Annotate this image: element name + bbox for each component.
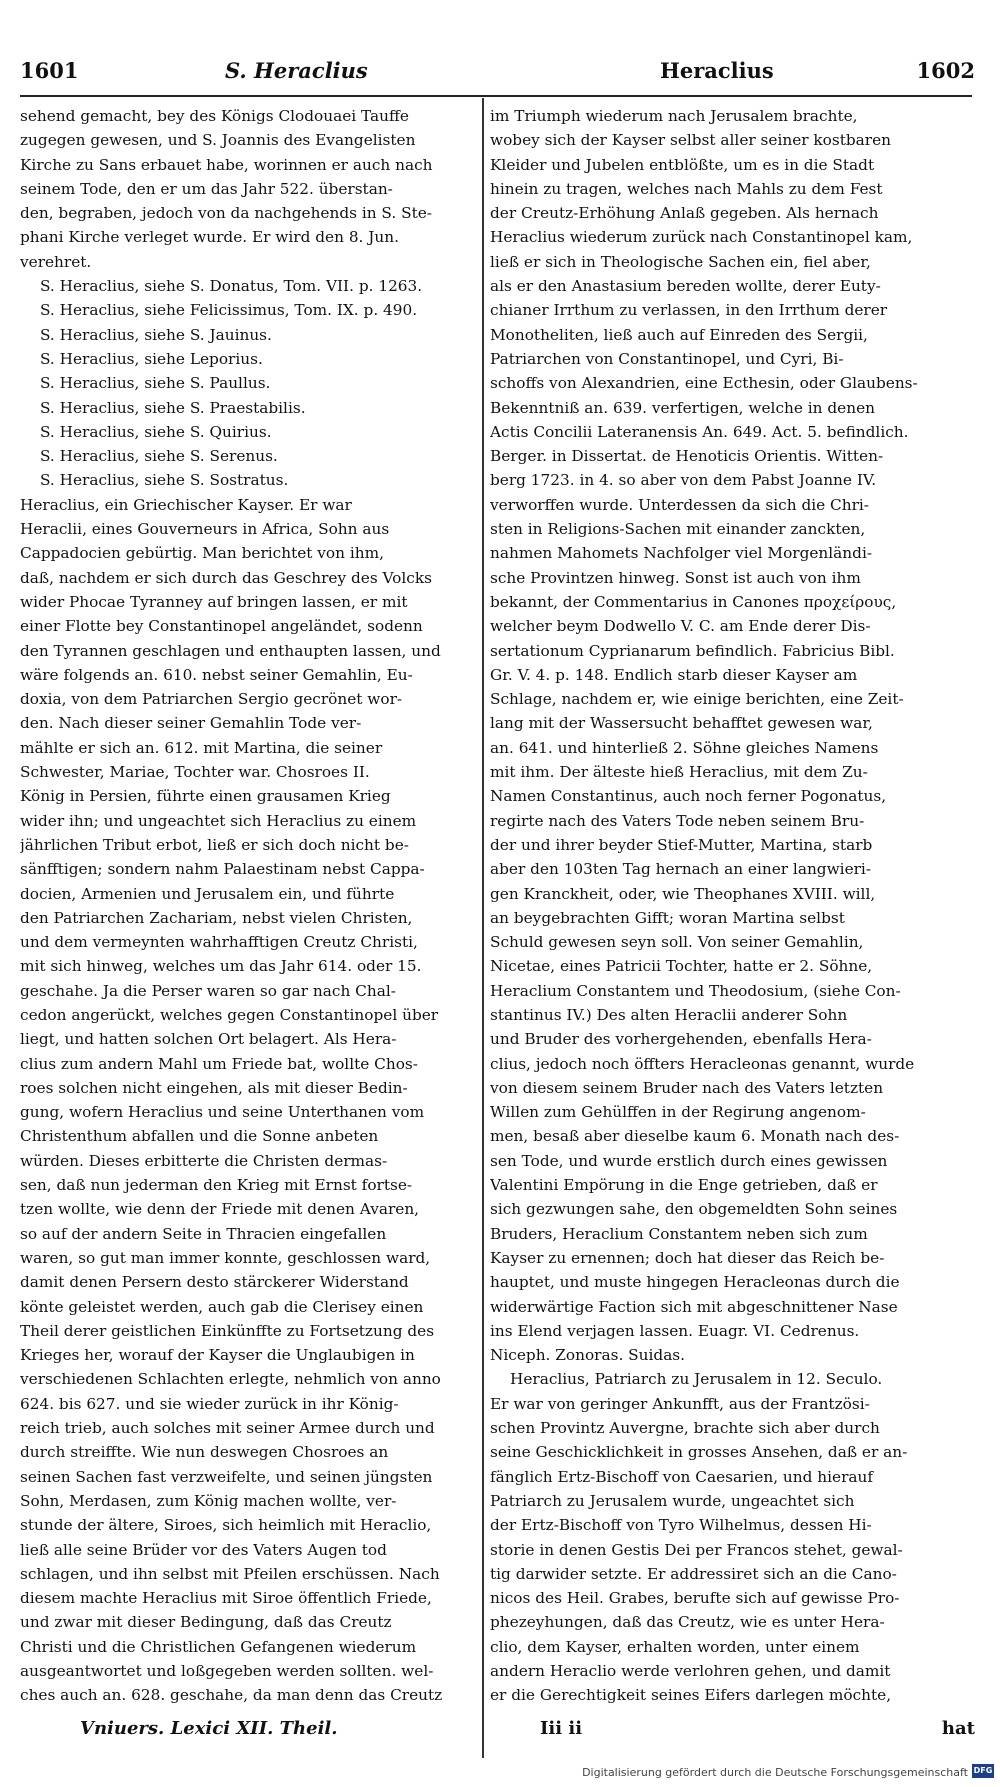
text-line: tig darwider setzte. Er addressiret sich an die Cano- [490,1564,897,1583]
text-line: wobey sich der Kayser selbst aller seiner kostbaren [490,131,892,150]
text-line: men, besaß aber dieselbe kaum 6. Monath nach des- [490,1127,900,1146]
text-line: wider ihn; und ungeachtet sich Heraclius zu einem [20,811,417,830]
text-line: gen Kranckheit, oder, wie Theophanes XVIII. will, [490,884,876,903]
left-column [20,104,475,1708]
text-line: durch streiffte. Wie nun deswegen Chosroes an [20,1443,389,1462]
text-line: storie in denen Gestis Dei per Francos stehet, gewal- [490,1540,903,1559]
text-line: andern Heraclio werde verlohren gehen, und damit [490,1662,891,1680]
text-line: Patriarch zu Jerusalem wurde, ungeachtet sich [490,1491,855,1510]
text-line: berg 1723. in 4. so aber von dem Pabst Joanne IV. [490,471,877,490]
text-line: S. Heraclius, siehe S. Paullus. [40,374,271,393]
text-line: Heraclii, eines Gouverneurs in Africa, Sohn aus [20,520,390,539]
text-line: Theil derer geistlichen Einkünffte zu Fortsetzung des [20,1321,435,1340]
text-line: den Tyrannen geschlagen und enthaupten lassen, und [20,641,441,660]
text-line: könte geleistet werden, auch gab die Clerisey einen [20,1297,424,1316]
text-line: den, begraben, jedoch von da nachgehends in S. Ste- [20,204,432,223]
text-line: der Ertz-Bischoff von Tyro Wilhelmus, dessen Hi- [490,1516,872,1535]
text-line: verehret. [20,252,92,271]
text-line: wäre folgends an. 610. nebst seiner Gemahlin, Eu- [20,665,413,684]
text-line: Patriarchen von Constantinopel, und Cyri, Bi- [490,349,844,368]
text-line: daß, nachdem er sich durch das Geschrey des Volcks [20,568,432,587]
text-line: Berger. in Dissertat. de Henoticis Orientis. Witten- [490,447,884,466]
text-line: Christenthum abfallen und die Sonne anbeten [20,1127,379,1146]
text-line: Kayser zu ernennen; doch hat dieser das Reich be- [490,1248,885,1267]
text-line: ließ alle seine Brüder vor des Vaters Augen tod [20,1540,387,1559]
text-line: welcher beym Dodwello V. C. am Ende derer Dis- [490,617,871,636]
text-line: Nicetae, eines Patricii Tochter, hatte er 2. Söhne, [490,957,873,976]
text-line: roes solchen nicht eingehen, als mit dieser Bedin- [20,1078,408,1097]
text-line: von diesem seinem Bruder nach des Vaters letzten [490,1078,884,1097]
text-line: Kirche zu Sans erbauet habe, worinnen er auch nach [20,155,433,174]
text-line: Schuld gewesen seyn soll. Von seiner Gemahlin, [490,933,864,952]
signature-mark: Iii ii [540,1718,583,1739]
text-line: Heraclius wiederum zurück nach Constantinopel kam, [490,228,913,247]
text-line: Valentini Empörung in die Enge getrieben, daß er [490,1176,878,1195]
text-line: S. Heraclius, siehe Felicissimus, Tom. IX. p. 490. [40,301,418,320]
text-line: Kleider und Jubelen entblößte, um es in die Stadt [490,155,875,174]
text-line: Namen Constantinus, auch noch ferner Pogonatus, [490,787,887,806]
text-line: seinem Tode, den er um das Jahr 522. überstan- [20,179,393,198]
text-line: aber den 103ten Tag hernach an einer langwieri- [490,860,871,879]
text-line: waren, so gut man immer konnte, geschlossen ward, [20,1248,431,1267]
text-line: sehend gemacht, bey des Königs Clodouaei Tauffe [20,107,409,125]
text-line: Monotheliten, ließ auch auf Einreden des Sergii, [490,325,868,344]
text-line: geschahe. Ja die Perser waren so gar nach Chal- [20,981,396,1000]
text-line: docien, Armenien und Jerusalem ein, und führte [20,884,395,903]
right-column [490,104,962,1708]
text-line: widerwärtige Faction sich mit abgeschnittener Nase [490,1297,898,1316]
text-line: gung, wofern Heraclius und seine Unterthanen vom [20,1103,425,1122]
text-line: Willen zum Gehülffen in der Regirung angenom- [490,1103,866,1122]
text-line: König in Persien, führte einen grausamen Krieg [20,787,391,806]
text-line: cedon angerückt, welches gegen Constantinopel über [20,1005,439,1024]
text-line: Actis Concilii Lateranensis An. 649. Act. 5. befindlich. [490,422,909,441]
text-line: und Bruder des vorhergehenden, ebenfalls Hera- [490,1030,872,1049]
text-line: phani Kirche verleget wurde. Er wird den 8. Jun. [20,228,399,247]
text-line: S. Heraclius, siehe Leporius. [40,349,263,368]
page-footer [20,1718,975,1748]
text-line: S. Heraclius, siehe S. Donatus, Tom. VII. p. 1263. [40,277,423,296]
text-line: fänglich Ertz-Bischoff von Caesarien, und hierauf [490,1467,874,1486]
text-line: Schwester, Mariae, Tochter war. Chosroes II. [20,763,370,782]
text-line: chianer Irrthum zu verlassen, in den Irrthum derer [490,301,888,320]
text-line: nicos des Heil. Grabes, berufte sich auf gewisse Pro- [490,1589,900,1608]
text-line: er die Gerechtigkeit seines Eifers darlegen möchte, [490,1686,892,1705]
text-line: lang mit der Wassersucht behafftet gewesen war, [490,714,873,733]
text-line: seinen Sachen fast verzweifelte, und seinen jüngsten [20,1467,433,1486]
text-line: tzen wollte, wie denn der Friede mit denen Avaren, [20,1200,420,1219]
text-line: S. Heraclius, siehe S. Praestabilis. [40,398,306,417]
text-line: nahmen Mahomets Nachfolger viel Morgenländi- [490,544,873,563]
text-line: und dem vermeynten wahrhafftigen Creutz Christi, [20,933,418,952]
text-line: bekannt, der Commentarius in Canones προχείρους, [490,592,897,611]
text-line: wider Phocae Tyranney auf bringen lassen, er mit [20,592,408,611]
text-line: Niceph. Zonoras. Suidas. [490,1346,686,1365]
text-line: reich trieb, auch solches mit seiner Armee durch und [20,1419,435,1438]
text-line: sen, daß nun jederman den Krieg mit Ernst fortse- [20,1176,413,1195]
text-line: mit ihm. Der älteste hieß Heraclius, mit dem Zu- [490,763,868,782]
text-line: einer Flotte bey Constantinopel angeländet, sodenn [20,617,423,636]
text-line: seine Geschicklichkeit in grosses Ansehen, daß er an- [490,1443,908,1462]
running-title-right: Heraclius [660,58,774,83]
text-line: doxia, von dem Patriarchen Sergio gecrönet wor- [20,690,403,709]
text-line: als er den Anastasium bereden wollte, derer Euty- [490,277,881,296]
text-line: Christi und die Christlichen Gefangenen wiederum [20,1637,417,1656]
text-line: der und ihrer beyder Stief-Mutter, Martina, starb [490,835,873,854]
text-line: jährlichen Tribut erbot, ließ er sich doch nicht be- [20,835,409,854]
text-line: S. Heraclius, siehe S. Quirius. [40,422,272,441]
text-line: ins Elend verjagen lassen. Euagr. VI. Cedrenus. [490,1321,860,1340]
text-line: diesem machte Heraclius mit Siroe öffentlich Friede, [20,1589,432,1608]
page-number-left: 1601 [20,58,79,83]
text-line: an. 641. und hinterließ 2. Söhne gleiches Namens [490,738,879,757]
text-line: Er war von geringer Ankunfft, aus der Frantzösi- [490,1394,870,1413]
text-line: mit sich hinweg, welches um das Jahr 614. oder 15. [20,957,422,976]
page-number-right: 1602 [916,58,975,83]
text-line: Bekenntniß an. 639. verfertigen, welche in denen [490,398,875,417]
text-line: schlagen, und ihn selbst mit Pfeilen erschüssen. Nach [20,1564,440,1583]
text-line: hauptet, und muste hingegen Heracleonas durch die [490,1273,900,1292]
text-line: Bruders, Heraclium Constantem neben sich zum [490,1224,868,1243]
text-line: clius, jedoch noch öffters Heracleonas genannt, wurde [490,1054,915,1073]
text-line: sche Provintzen hinweg. Sonst ist auch von ihm [490,568,861,587]
text-line: würden. Dieses erbitterte die Christen dermas- [20,1151,388,1170]
text-line: schoffs von Alexandrien, eine Ecthesin, oder Glaubens- [490,374,918,393]
text-line: S. Heraclius, siehe S. Serenus. [40,447,278,466]
text-line: clio, dem Kayser, erhalten worden, unter einem [490,1637,860,1656]
text-line: regirte nach des Vaters Tode neben seinem Bru- [490,811,865,830]
digitization-credit: Digitalisierung gefördert durch die Deutsche Forschungsgemeinschaft [582,1766,968,1779]
text-line: Gr. V. 4. p. 148. Endlich starb dieser Kayser am [490,665,858,684]
text-line: im Triumph wiederum nach Jerusalem brachte, [490,107,858,125]
text-line: clius zum andern Mahl um Friede bat, wollte Chos- [20,1054,418,1073]
text-line: den. Nach dieser seiner Gemahlin Tode ver- [20,714,362,733]
text-line: Krieges her, worauf der Kayser die Unglaubigen in [20,1346,415,1365]
header-rule [20,95,972,97]
catchword: hat [941,1718,975,1739]
text-line: sen Tode, und wurde erstlich durch eines gewissen [490,1151,888,1170]
text-line: verschiedenen Schlachten erlegte, nehmlich von anno [20,1370,441,1389]
text-line: schen Provintz Auvergne, brachte sich aber durch [490,1419,880,1438]
text-line: ließ er sich in Theologische Sachen ein, fiel aber, [490,252,871,271]
dfg-logo: DFG [972,1764,994,1778]
text-line: hinein zu tragen, welches nach Mahls zu dem Fest [490,179,883,198]
text-line: 624. bis 627. und sie wieder zurück in ihr König- [20,1394,399,1413]
signature-line: Vniuers. Lexici XII. Theil. [80,1718,338,1739]
text-line: zugegen gewesen, und S. Joannis des Evangelisten [20,131,416,150]
running-title-left: S. Heraclius [225,58,368,83]
text-line: an beygebrachten Gifft; woran Martina selbst [490,908,845,927]
text-line: Sohn, Merdasen, zum König machen wollte, ver- [20,1491,397,1510]
text-line: Heraclium Constantem und Theodosium, (siehe Con- [490,981,901,1000]
text-line: den Patriarchen Zachariam, nebst vielen Christen, [20,908,413,927]
text-line: und zwar mit dieser Bedingung, daß das Creutz [20,1613,392,1632]
text-line: Heraclius, Patriarch zu Jerusalem in 12. Seculo. [510,1370,883,1389]
text-line: Cappadocien gebürtig. Man berichtet von ihm, [20,544,384,563]
text-line: so auf der andern Seite in Thracien eingefallen [20,1224,387,1243]
text-line: S. Heraclius, siehe S. Sostratus. [40,471,289,490]
text-line: ches auch an. 628. geschahe, da man denn das Creutz [20,1686,443,1705]
text-line: mählte er sich an. 612. mit Martina, die seiner [20,738,383,757]
text-line: stantinus IV.) Des alten Heraclii anderer Sohn [490,1005,848,1024]
text-line: phezeyhungen, daß das Creutz, wie es unter Hera- [490,1613,885,1632]
column-divider [482,98,484,1758]
text-line: ausgeantwortet und loßgegeben werden sollten. wel- [20,1662,434,1680]
text-line: Schlage, nachdem er, wie einige berichten, eine Zeit- [490,690,904,709]
text-line: S. Heraclius, siehe S. Jauinus. [40,325,272,344]
text-line: liegt, und hatten solchen Ort belagert. Als Hera- [20,1030,397,1049]
text-line: sten in Religions-Sachen mit einander zanckten, [490,520,866,539]
text-line: sich gezwungen sahe, den obgemeldten Sohn seines [490,1200,898,1219]
text-line: sänfftigen; sondern nahm Palaestinam nebst Cappa- [20,860,425,879]
text-line: sertationum Cyprianarum befindlich. Fabricius Bibl. [490,641,895,660]
text-line: Heraclius, ein Griechischer Kayser. Er war [20,495,352,514]
text-line: damit denen Persern desto stärckerer Widerstand [20,1273,409,1292]
text-line: verworffen wurde. Unterdessen da sich die Chri- [490,495,869,514]
text-line: der Creutz-Erhöhung Anlaß gegeben. Als hernach [490,204,879,223]
text-line: stunde der ältere, Siroes, sich heimlich mit Heraclio, [20,1516,432,1535]
page-header [20,58,975,90]
